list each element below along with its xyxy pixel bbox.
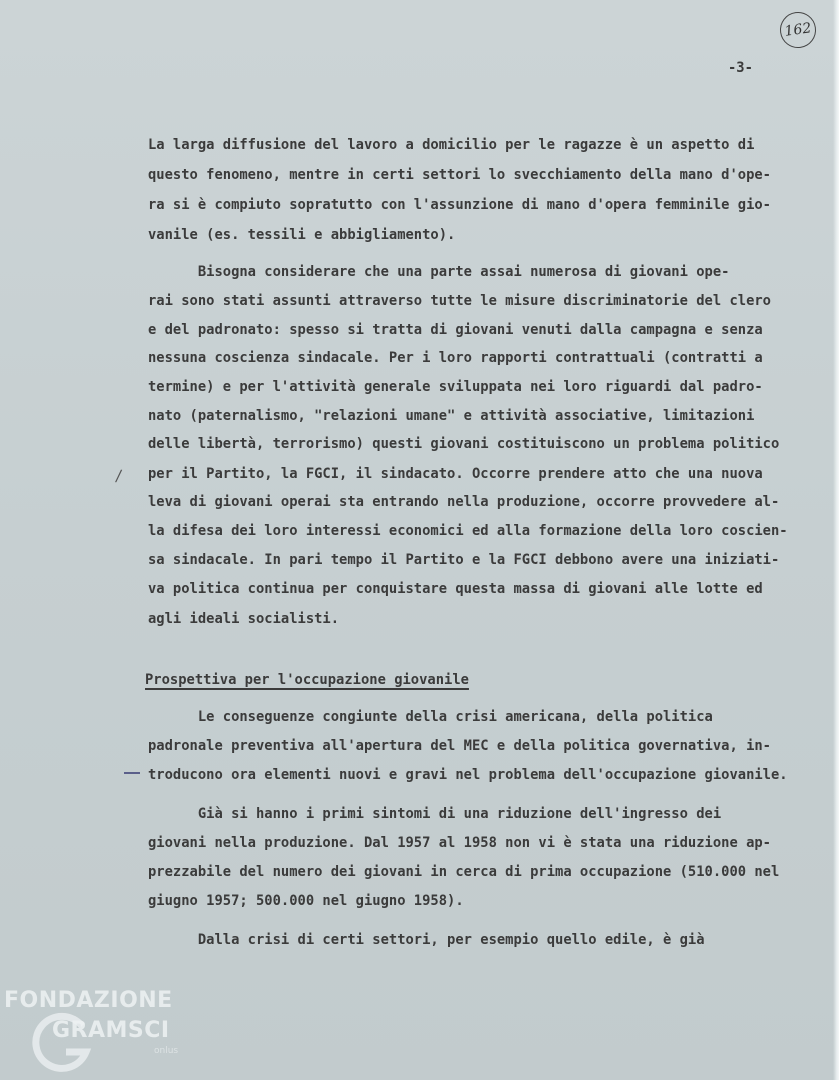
text-line: nato (paternalismo, "relazioni umane" e attività associative, limitazioni bbox=[148, 408, 755, 424]
text-line: e del padronato: spesso si tratta di giovani venuti dalla campagna e senza bbox=[148, 322, 763, 338]
text-line: leva di giovani operai sta entrando nella produzione, occorre provvedere al- bbox=[148, 494, 780, 510]
text-line: padronale preventiva all'apertura del MEC e della politica governativa, in- bbox=[148, 738, 771, 754]
text-line: giovani nella produzione. Dal 1957 al 1958 non vi è stata una riduzione ap- bbox=[148, 835, 771, 851]
text-line: termine) e per l'attività generale sviluppata nei loro riguardi dal padro- bbox=[148, 379, 763, 395]
text-line: troducono ora elementi nuovi e gravi nel problema dell'occupazione giovanile. bbox=[148, 767, 788, 783]
folio-stamp bbox=[778, 10, 819, 51]
text-line: la difesa dei loro interessi economici ed alla formazione della loro coscien- bbox=[148, 523, 788, 539]
text-line: per il Partito, la FGCI, il sindacato. Occorre prendere atto che una nuova bbox=[148, 466, 763, 482]
text-line: Già si hanno i primi sintomi di una riduzione dell'ingresso dei bbox=[148, 806, 722, 822]
text-line: va politica continua per conquistare questa massa di giovani alle lotte ed bbox=[148, 581, 763, 597]
watermark-line-1: FONDAZIONE bbox=[4, 988, 173, 1013]
folio-number: 162 bbox=[783, 20, 813, 40]
text-line: sa sindacale. In pari tempo il Partito e la FGCI debbono avere una iniziati- bbox=[148, 552, 780, 568]
text-line: ra si è compiuto sopratutto con l'assunzione di mano d'opera femminile gio- bbox=[148, 197, 771, 213]
text-line: questo fenomeno, mentre in certi settori lo svecchiamento della mano d'ope- bbox=[148, 167, 771, 183]
text-line: vanile (es. tessili e abbigliamento). bbox=[148, 227, 456, 243]
text-line: La larga diffusione del lavoro a domicilio per le ragazze è un aspetto di bbox=[148, 137, 755, 153]
text-line: Dalla crisi di certi settori, per esempio quello edile, è già bbox=[148, 932, 705, 948]
text-line: prezzabile del numero dei giovani in cerca di prima occupazione (510.000 nel bbox=[148, 864, 780, 880]
text-line: nessuna coscienza sindacale. Per i loro rapporti contrattuali (contratti a bbox=[148, 350, 763, 366]
watermark-logo bbox=[4, 988, 214, 1078]
margin-dash-mark bbox=[124, 772, 140, 774]
watermark-line-3: onlus bbox=[154, 1046, 179, 1056]
text-line: giugno 1957; 500.000 nel giugno 1958). bbox=[148, 893, 464, 909]
section-heading: Prospettiva per l'occupazione giovanile bbox=[145, 672, 469, 688]
watermark-line-2: GRAMSCI bbox=[52, 1018, 170, 1043]
text-line: delle libertà, terrorismo) questi giovani costituiscono un problema politico bbox=[148, 436, 780, 452]
text-line: rai sono stati assunti attraverso tutte le misure discriminatorie del clero bbox=[148, 293, 771, 309]
paper-edge bbox=[833, 0, 839, 1080]
page-number: -3- bbox=[728, 60, 753, 76]
margin-slash-mark: / bbox=[114, 465, 123, 486]
text-line: Le conseguenze congiunte della crisi americana, della politica bbox=[148, 709, 713, 725]
text-line: agli ideali socialisti. bbox=[148, 611, 340, 627]
text-line: Bisogna considerare che una parte assai numerosa di giovani ope- bbox=[148, 264, 730, 280]
